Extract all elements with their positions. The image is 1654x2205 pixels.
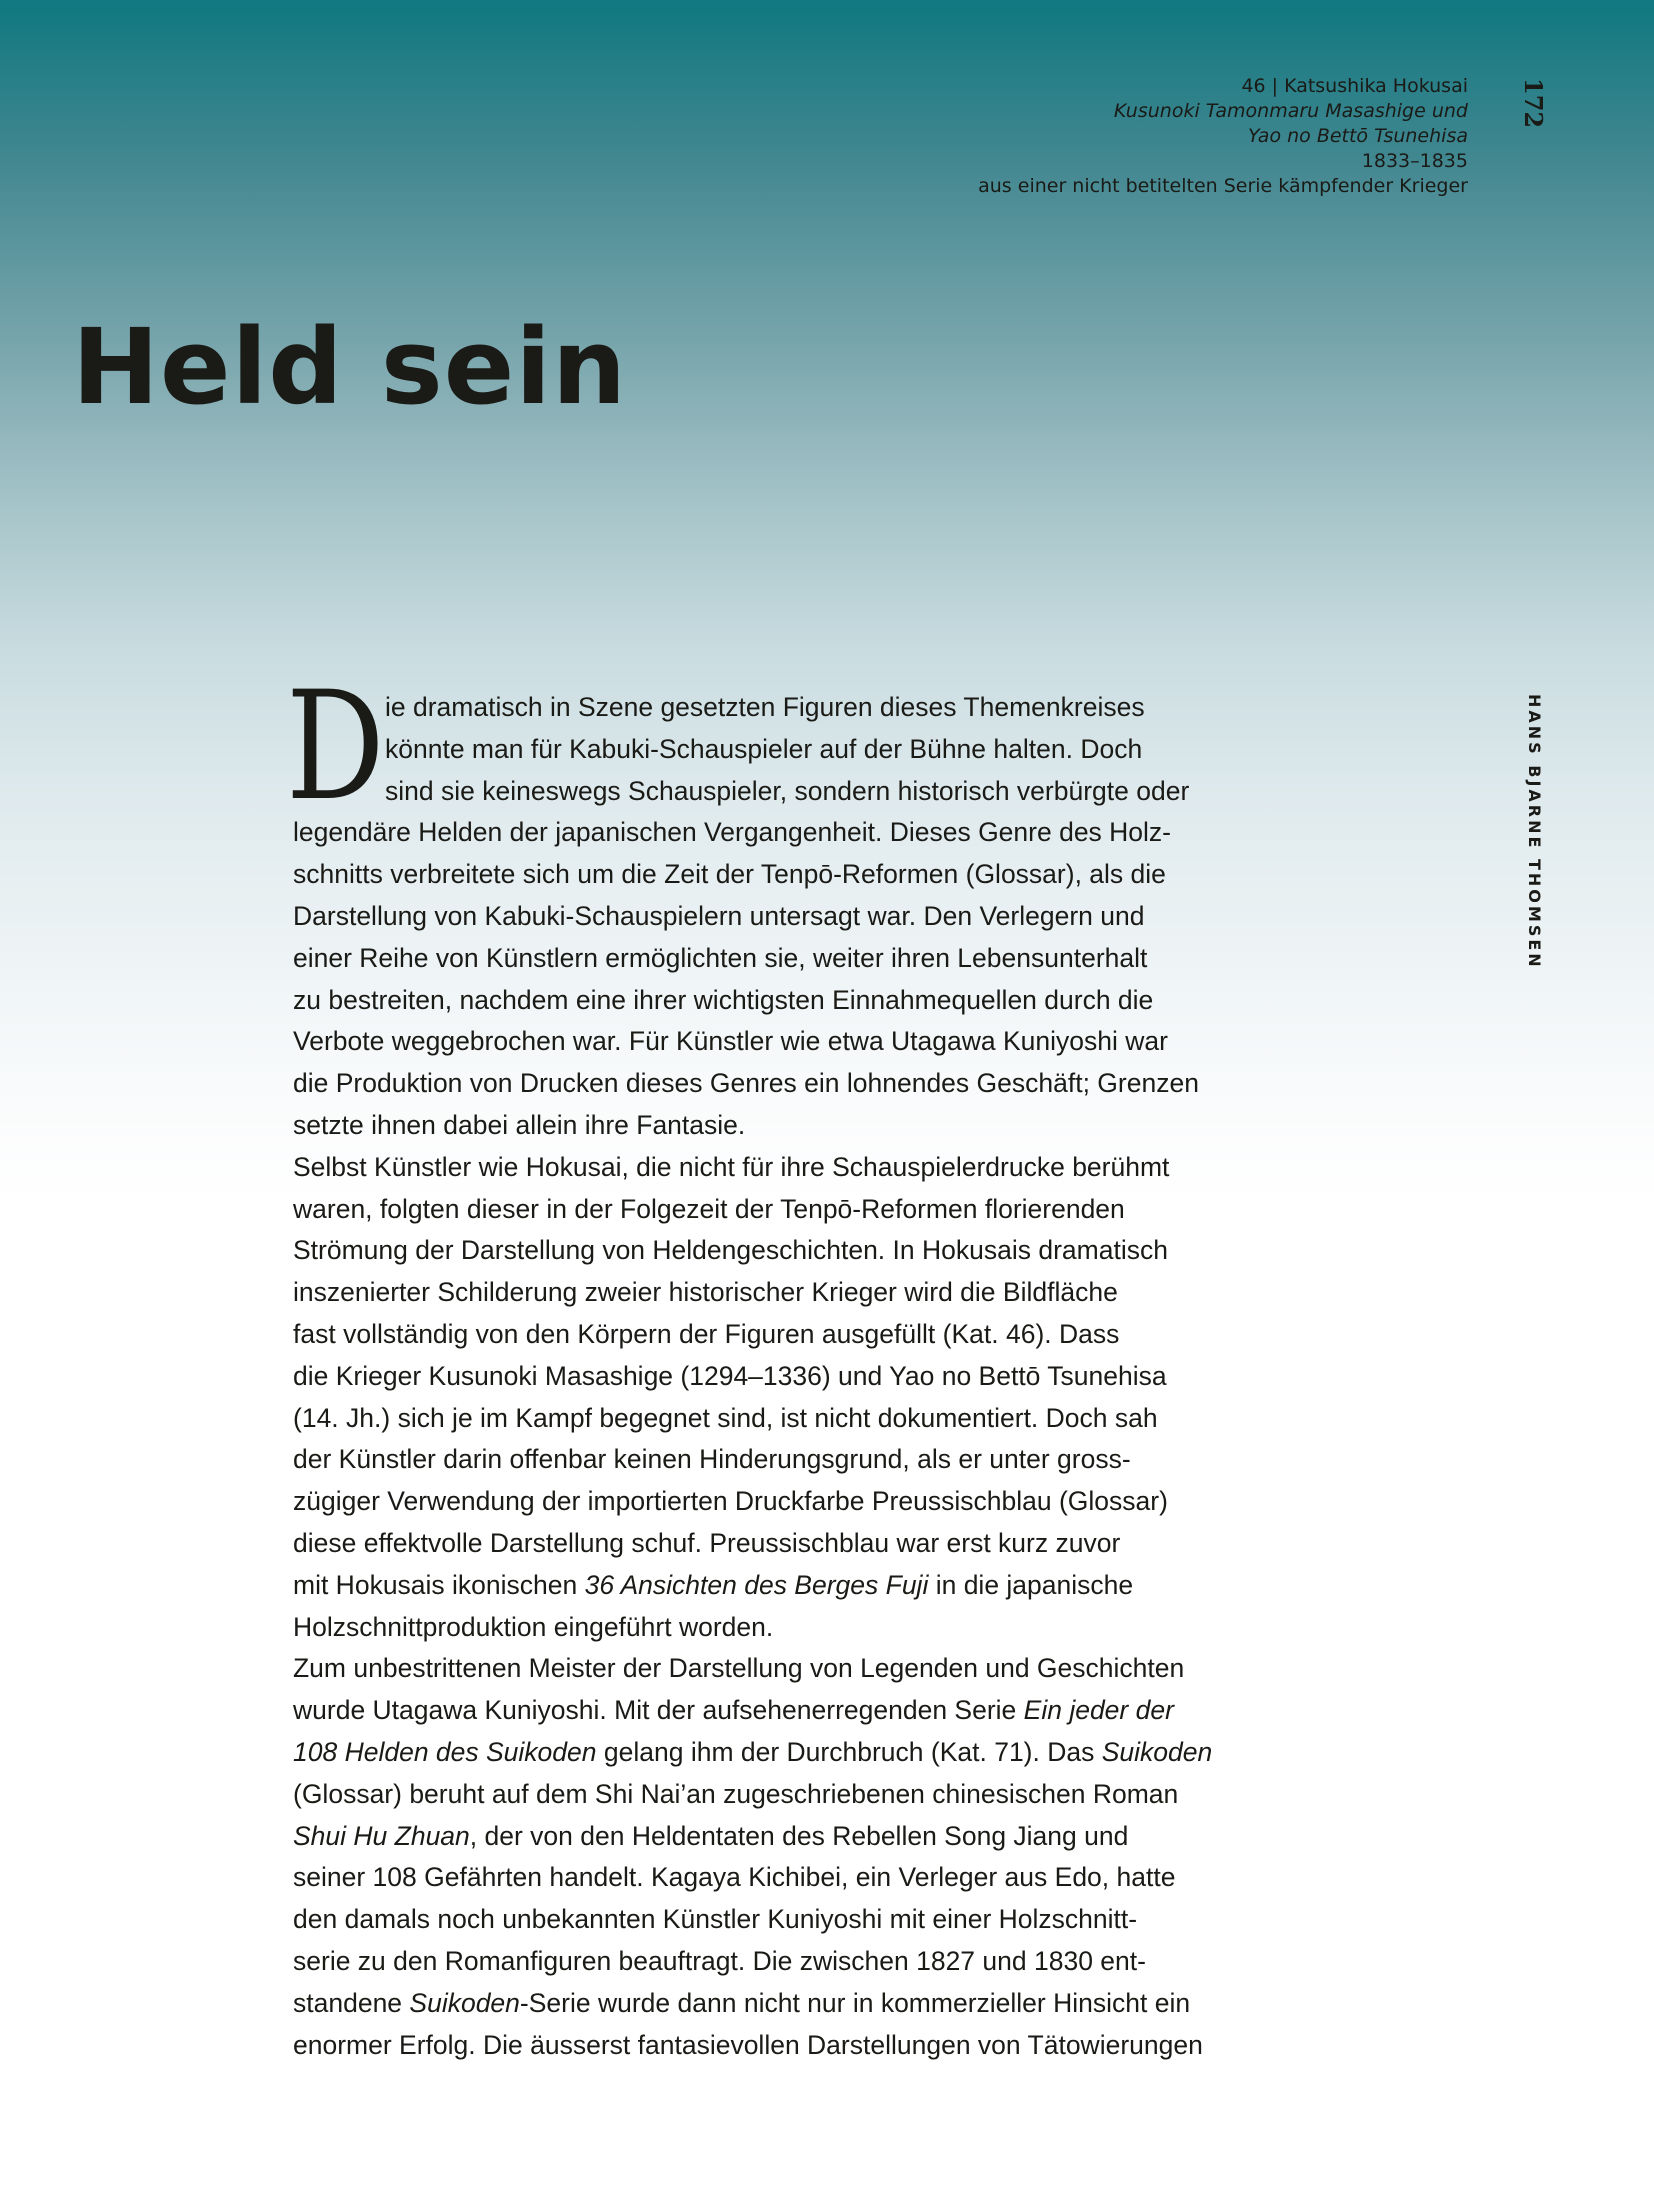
body-text-segment: der Künstler darin offenbar keinen Hinderungsgrund, als er unter gross-: [293, 1444, 1131, 1475]
body-text-segment: den damals noch unbekannten Künstler Kuniyoshi mit einer Holzschnitt-: [293, 1904, 1138, 1935]
body-text-segment: , der von den Heldentaten des Rebellen Song Jiang und: [469, 1820, 1129, 1851]
body-line: [293, 1857, 1175, 1897]
body-line: [293, 1690, 1174, 1730]
body-text-segment: wurde Utagawa Kuniyoshi. Mit der aufsehenerregenden Serie: [293, 1695, 1024, 1726]
body-line: [293, 1063, 1199, 1103]
body-line: [293, 1272, 1118, 1312]
body-text-segment: standene: [293, 1987, 410, 2018]
italic-title-text: 36 Ansichten des Berges Fuji: [584, 1569, 929, 1600]
body-text-segment: Darstellung von Kabuki-Schauspielern untersagt war. Den Verlegern und: [293, 901, 1145, 931]
body-text-segment: fast vollständig von den Körpern der Figuren ausgefüllt (Kat. 46). Dass: [293, 1319, 1120, 1349]
body-text-segment: Strömung der Darstellung von Heldengeschichten. In Hokusais dramatisch: [293, 1235, 1168, 1266]
body-line: [293, 1983, 1190, 2023]
body-text-segment: serie zu den Romanfiguren beauftragt. Die zwischen 1827 und 1830 ent-: [293, 1946, 1146, 1976]
body-text-segment: sind sie keineswegs Schauspieler, sondern historisch verbürgte oder: [385, 775, 1190, 806]
italic-title-text: 108 Helden des Suikoden: [293, 1737, 597, 1767]
body-line: [293, 1189, 1125, 1229]
body-text-segment: zügiger Verwendung der importierten Druckfarbe Preussischblau (Glossar): [293, 1486, 1168, 1517]
body-line: [293, 2025, 1203, 2065]
body-line: [293, 854, 1166, 894]
catalog-number: 46: [1241, 75, 1266, 97]
body-text-segment: legendäre Helden der japanischen Vergangenheit. Dieses Genre des Holz-: [293, 817, 1172, 848]
body-text-segment: (Glossar) beruht auf dem Shi Nai’an zugeschriebenen chinesischen Roman: [293, 1778, 1179, 1809]
body-text-segment: (14. Jh.) sich je im Kampf begegnet sind, ist nicht dokumentiert. Doch sah: [293, 1402, 1158, 1433]
body-text-segment: könnte man für Kabuki-Schauspieler auf der Bühne halten. Doch: [385, 733, 1143, 764]
body-line: [293, 1899, 1137, 1939]
body-line: [293, 980, 1153, 1020]
body-text-segment: die Produktion von Drucken dieses Genres ein lohnendes Geschäft; Grenzen: [293, 1068, 1199, 1099]
body-text-segment: die Krieger Kusunoki Masashige (1294–1336) und Yao no Bettō Tsunehisa: [293, 1360, 1167, 1391]
body-line: [385, 687, 1145, 727]
body-line: [293, 1732, 1212, 1772]
body-line: [293, 896, 1144, 936]
body-line: [293, 1105, 745, 1145]
italic-title-text: Shui Hu Zhuan: [293, 1820, 470, 1851]
page-title: Held sein: [72, 306, 627, 428]
body-line: [293, 1398, 1158, 1438]
artist-name: Katsushika Hokusai: [1284, 75, 1468, 97]
body-line: [385, 729, 1142, 769]
body-line: [293, 1481, 1168, 1521]
caption-artist-line: [978, 74, 1468, 99]
author-name: HANS BJARNE THOMSEN: [1525, 694, 1544, 970]
caption-separator: |: [1271, 75, 1279, 97]
body-line: [293, 1356, 1167, 1396]
body-text-segment: -Serie wurde dann nicht nur in kommerzieller Hinsicht ein: [519, 1987, 1191, 2018]
body-line: [293, 1314, 1119, 1354]
body-line: [293, 1607, 773, 1647]
body-line: [293, 1816, 1128, 1856]
body-text-segment: inszenierter Schilderung zweier historischer Krieger wird die Bildfläche: [293, 1277, 1118, 1308]
body-line: [293, 1774, 1178, 1814]
body-text-segment: einer Reihe von Künstlern ermöglichten sie, weiter ihren Lebensunterhalt: [293, 942, 1148, 973]
body-text-segment: in die japanische: [928, 1569, 1134, 1600]
body-line: [293, 1230, 1168, 1270]
body-text-segment: Verbote weggebrochen war. Für Künstler wie etwa Utagawa Kuniyoshi war: [293, 1026, 1168, 1057]
artwork-caption: [978, 74, 1468, 199]
body-line: [293, 812, 1171, 852]
body-line: [385, 771, 1189, 811]
artwork-title-line-1: Kusunoki Tamonmaru Masashige und: [1113, 100, 1468, 122]
body-text-segment: Selbst Künstler wie Hokusai, die nicht für ihre Schauspielerdrucke berühmt: [293, 1151, 1170, 1182]
body-text-segment: Zum unbestrittenen Meister der Darstellung von Legenden und Geschichten: [293, 1653, 1185, 1684]
artwork-date: 1833–1835: [1361, 150, 1468, 172]
body-line: [293, 1565, 1133, 1605]
body-line: [293, 1439, 1131, 1479]
body-line: [293, 1147, 1169, 1187]
italic-title-text: Suikoden: [409, 1987, 520, 2018]
body-text-segment: schnitts verbreitete sich um die Zeit der Tenpō-Reformen (Glossar), als die: [293, 859, 1166, 890]
body-text-segment: seiner 108 Gefährten handelt. Kagaya Kichibei, ein Verleger aus Edo, hatte: [293, 1862, 1176, 1893]
body-line: [293, 1648, 1184, 1688]
artwork-series: aus einer nicht betitelten Serie kämpfender Krieger: [978, 175, 1468, 197]
body-text-segment: waren, folgten dieser in der Folgezeit der Tenpō-Reformen florierenden: [293, 1193, 1125, 1224]
drop-cap: D: [286, 660, 385, 834]
body-text-segment: gelang ihm der Durchbruch (Kat. 71). Das: [596, 1737, 1102, 1767]
body-text-segment: enormer Erfolg. Die äusserst fantasievollen Darstellungen von Tätowierungen: [293, 2029, 1203, 2060]
italic-title-text: Suikoden: [1101, 1737, 1213, 1767]
body-text-segment: diese effektvolle Darstellung schuf. Preussischblau war erst kurz zuvor: [293, 1528, 1121, 1558]
body-text-segment: ie dramatisch in Szene gesetzten Figuren dieses Themenkreises: [385, 692, 1145, 722]
page-number: 172: [1519, 78, 1548, 129]
body-line: [293, 1021, 1168, 1061]
body-text-segment: zu bestreiten, nachdem eine ihrer wichtigsten Einnahmequellen durch die: [293, 984, 1154, 1015]
body-line: [293, 1523, 1120, 1563]
body-text-segment: setzte ihnen dabei allein ihre Fantasie.: [293, 1110, 746, 1140]
artwork-title-line-2: Yao no Bettō Tsunehisa: [1247, 125, 1468, 147]
body-line: [293, 938, 1147, 978]
italic-title-text: Ein jeder der: [1023, 1695, 1174, 1726]
body-text-segment: mit Hokusais ikonischen: [293, 1569, 585, 1600]
body-text-segment: Holzschnittproduktion eingeführt worden.: [293, 1611, 774, 1642]
body-line: [293, 1941, 1146, 1981]
